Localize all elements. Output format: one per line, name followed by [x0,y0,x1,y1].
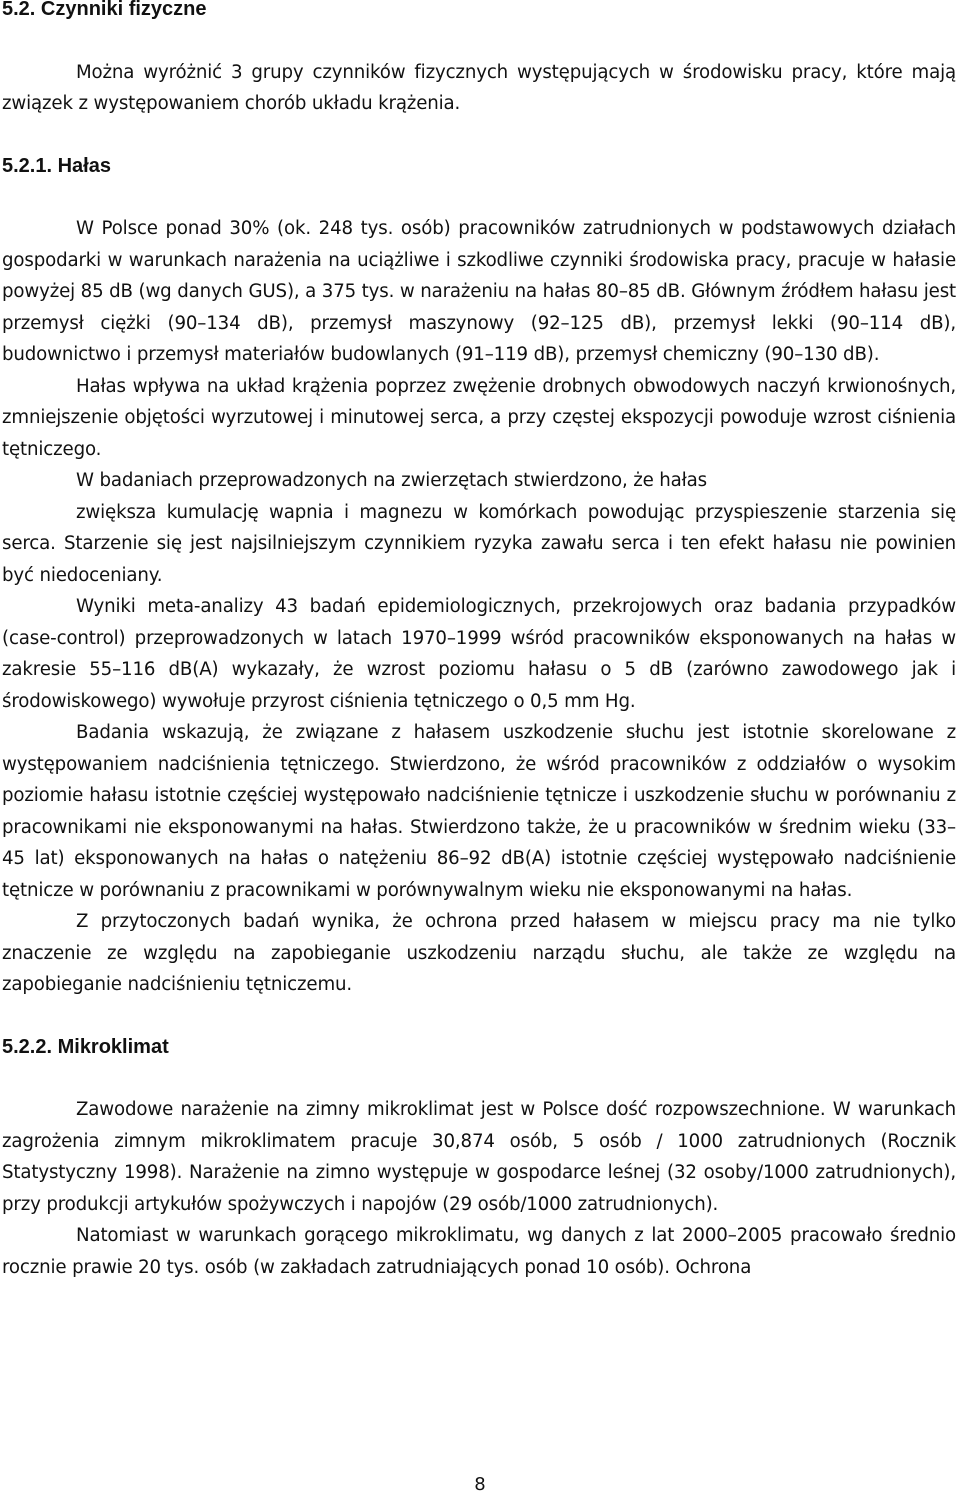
spacer [2,1063,956,1094]
noise-paragraph: Wyniki meta-analizy 43 badań epidemiologicznych, przekrojowych oraz badania przypadków (case-control) przeprowadzonych w latach 1970–1999 wśród pracowników eksponowanych na hałas w zakresie 55–116 dB(A) wykazały, że wzrost poziomu hałasu o 5 dB (zarówno zawodowego jak i środowiskowego) wywołuje przyrost ciśnienia tętniczego o 0,5 mm Hg. [2,596,956,712]
section-title: 5.2. Czynniki fizyczne [2,0,207,20]
spacer [2,1001,956,1032]
noise-paragraph: Badania wskazują, że związane z hałasem uszkodzenie słuchu jest istotnie skorelowane z występowaniem nadciśnienia tętniczego. Stwierdzono, że wśród pracowników z oddziałów o wysokim poziomie hałasu istotnie częściej występowało nadciśnienie tętnicze i uszkodzenie słuchu w porównaniu z pracownikami nie eksponowanymi na hałas. Stwierdzono także, że u pracowników w średnim wieku (33–45 lat) eksponowanych na hałas o natężeniu 86–92 dB(A) istotnie częściej występowało nadciśnienie tętnicze w porównaniu z pracownikami w porównywalnym wieku nie eksponowanymi na hałas. [2,722,956,901]
noise-heading: 5.2.1. Hałas [2,154,111,177]
microclimate-paragraph: Zawodowe narażenie na zimny mikroklimat jest w Polsce dość rozpowszechnione. W warunkach zagrożenia zimnym mikroklimatem pracuje 30,874 osób, 5 osób / 1000 zatrudnionych (Rocznik Statystyczny 1998). Narażenie na zimno występuje w gospodarce leśnej (32 osoby/1000 zatrudnionych), przy produkcji artykułów spożywczych i napojów (29 osób/1000 zatrudnionych). [2,1099,956,1215]
noise-paragraph: Z przytoczonych badań wynika, że ochrona przed hałasem w miejscu pracy ma nie tylko znaczenie ze względu na zapobieganie uszkodzeniu narządu słuchu, ale także ze względu na zapobieganie nadciśnieniu tętniczemu. [2,911,956,995]
page-number: 8 [474,1474,486,1495]
spacer [2,120,956,151]
noise-paragraph: W badaniach przeprowadzonych na zwierzętach stwierdzono, że hałas [76,470,707,491]
noise-paragraph: zwiększa kumulację wapnia i magnezu w komórkach powodując przyspieszenie starzenia się serca. Starzenie się jest najsilniejszym czynnikiem ryzyka zawału serca i ten efekt hałasu nie powinien być niedoceniany. [2,501,956,586]
spacer [2,26,956,57]
noise-paragraph: Hałas wpływa na układ krążenia poprzez zwężenie drobnych obwodowych naczyń krwionośnych, zmniejszenie objętości wyrzutowej i minutowej serca, a przy częstej ekspozycji powoduje wzrost ciśnienia tętniczego. [2,375,956,460]
microclimate-heading: 5.2.2. Mikroklimat [2,1035,169,1058]
spacer [2,182,956,213]
noise-paragraph: W Polsce ponad 30% (ok. 248 tys. osób) pracowników zatrudnionych w podstawowych działach gospodarki w warunkach narażenia na uciążliwe i szkodliwe czynniki środowiska pracy, pracuje w hałasie powyżej 85 dB (wg danych GUS), a 375 tys. w narażeniu na hałas 80–85 dB. Głównym źródłem hałasu jest przemysł ciężki (90–134 dB), przemysł maszynowy (92–125 dB), przemysł lekki (90–114 dB), budownictwo i przemysł materiałów budowlanych (91–119 dB), przemysł chemiczny (90–130 dB). [2,218,956,365]
microclimate-paragraph: Natomiast w warunkach gorącego mikroklimatu, wg danych z lat 2000–2005 pracowało średnio rocznie prawie 20 tys. osób (w zakładach zatrudniających ponad 10 osób). Ochrona [2,1225,956,1278]
intro-paragraph: Można wyróżnić 3 grupy czynników fizycznych występujących w środowisku pracy, które mają związek z występowaniem chorób układu krążenia. [2,61,956,114]
